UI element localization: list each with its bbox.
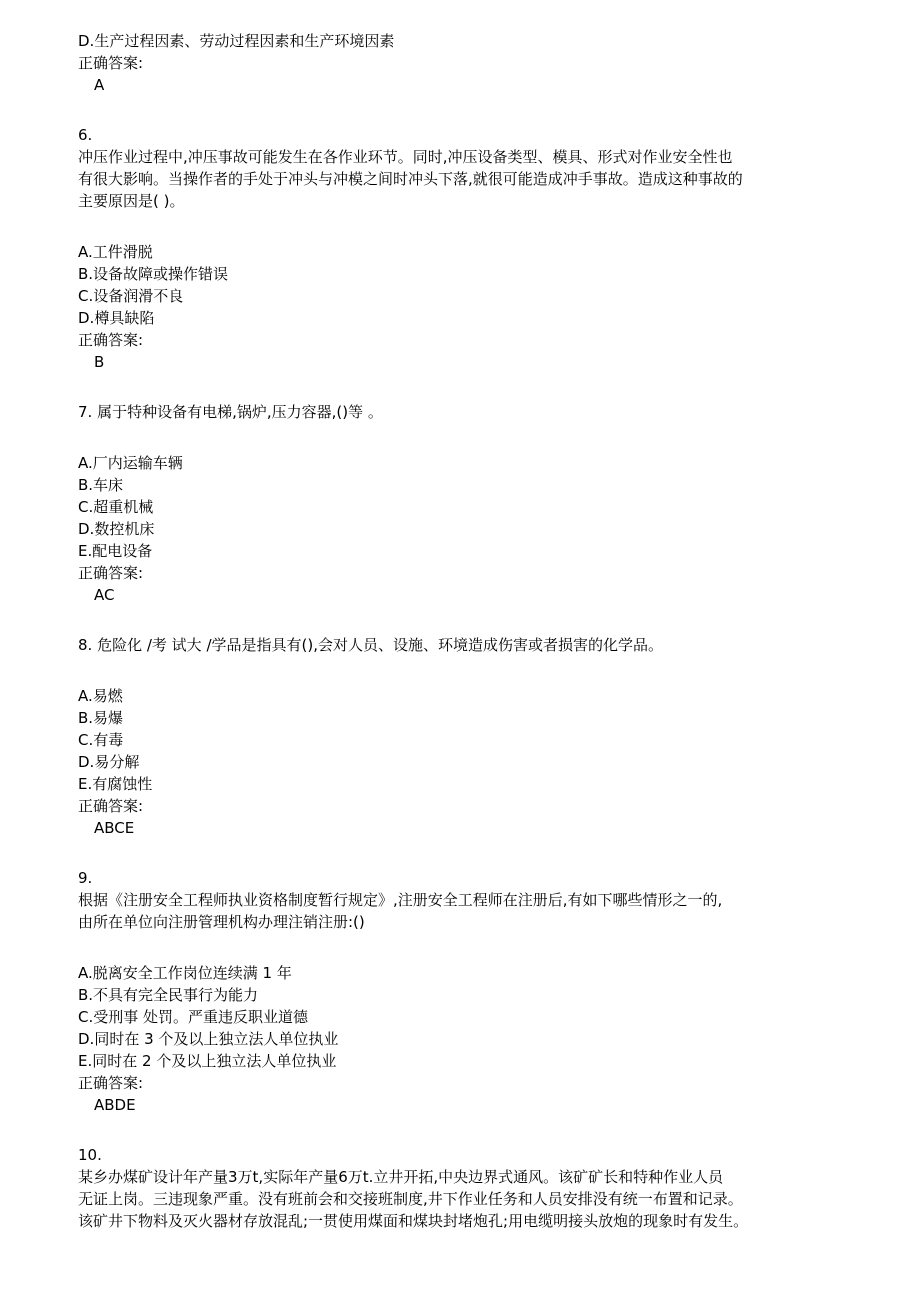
option-item: D.樽具缺陷 [78, 309, 155, 327]
question-stem-line: 8. 危险化 /考 试大 /学品是指具有(),会对人员、设施、环境造成伤害或者损害的化学品。 [78, 636, 663, 654]
question-stem-line: 主要原因是( )。 [78, 192, 185, 210]
answer-label: 正确答案: [78, 54, 144, 72]
option-item: B.设备故障或操作错误 [78, 265, 229, 283]
option-item: E.有腐蚀性 [78, 775, 153, 793]
option-item: D.数控机床 [78, 520, 155, 538]
document-page [78, 30, 858, 1232]
question-stem-line: 某乡办煤矿设计年产量3万t,实际年产量6万t.立井开拓,中央边界式通风。该矿矿长和特种作业人员 [78, 1168, 724, 1186]
option-item: D.同时在 3 个及以上独立法人单位执业 [78, 1030, 339, 1048]
answer-label: 正确答案: [78, 331, 144, 349]
answer-label: 正确答案: [78, 564, 144, 582]
question-7 [78, 401, 858, 606]
option-item: C.有毒 [78, 731, 124, 749]
question-stem-line: 根据《注册安全工程师执业资格制度暂行规定》,注册安全工程师在注册后,有如下哪些情形之一的, [78, 891, 723, 909]
option-item: B.车床 [78, 476, 124, 494]
option-item: A.厂内运输车辆 [78, 454, 183, 472]
question-10 [78, 1144, 858, 1232]
option-item: E.同时在 2 个及以上独立法人单位执业 [78, 1052, 337, 1070]
question-6 [78, 124, 858, 373]
option-item: A.脱离安全工作岗位连续满 1 年 [78, 964, 292, 982]
answer-value: ABDE [94, 1096, 136, 1114]
question-stem-line: 无证上岗。三违现象严重。没有班前会和交接班制度,井下作业任务和人员安排没有统一布置和记录。 [78, 1190, 743, 1208]
question-number: 10. [78, 1146, 102, 1164]
question-stem-line: 冲压作业过程中,冲压事故可能发生在各作业环节。同时,冲压设备类型、模具、形式对作业安全性也 [78, 148, 733, 166]
answer-value: AC [94, 586, 115, 604]
question-stem-line: 有很大影响。当操作者的手处于冲头与冲模之间时冲头下落,就很可能造成冲手事故。造成这种事故的 [78, 170, 743, 188]
option-item: A.易燃 [78, 687, 123, 705]
option-item: B.不具有完全民事行为能力 [78, 986, 259, 1004]
answer-label: 正确答案: [78, 1074, 144, 1092]
option-item: C.设备润滑不良 [78, 287, 184, 305]
answer-value: B [94, 353, 105, 371]
question-8 [78, 634, 858, 839]
preface-block [78, 30, 858, 96]
option-item: C.超重机械 [78, 498, 154, 516]
option-item: E.配电设备 [78, 542, 153, 560]
option-item: B.易爆 [78, 709, 124, 727]
question-9 [78, 867, 858, 1116]
question-number: 9. [78, 869, 93, 887]
question-stem-line: 7. 属于特种设备有电梯,锅炉,压力容器,()等 。 [78, 403, 383, 421]
question-stem-line: 由所在单位向注册管理机构办理注销注册:() [78, 913, 365, 931]
question-stem-line: 该矿井下物料及灭火器材存放混乱;一贯使用煤面和煤块封堵炮孔;用电缆明接头放炮的现象时有发生。 [78, 1212, 749, 1230]
option-item: A.工件滑脱 [78, 243, 153, 261]
option-item: D.生产过程因素、劳动过程因素和生产环境因素 [78, 32, 395, 50]
answer-label: 正确答案: [78, 797, 144, 815]
answer-value: ABCE [94, 819, 135, 837]
question-number: 6. [78, 126, 93, 144]
answer-value: A [94, 76, 105, 94]
option-item: D.易分解 [78, 753, 140, 771]
option-item: C.受刑事 处罚。严重违反职业道德 [78, 1008, 309, 1026]
